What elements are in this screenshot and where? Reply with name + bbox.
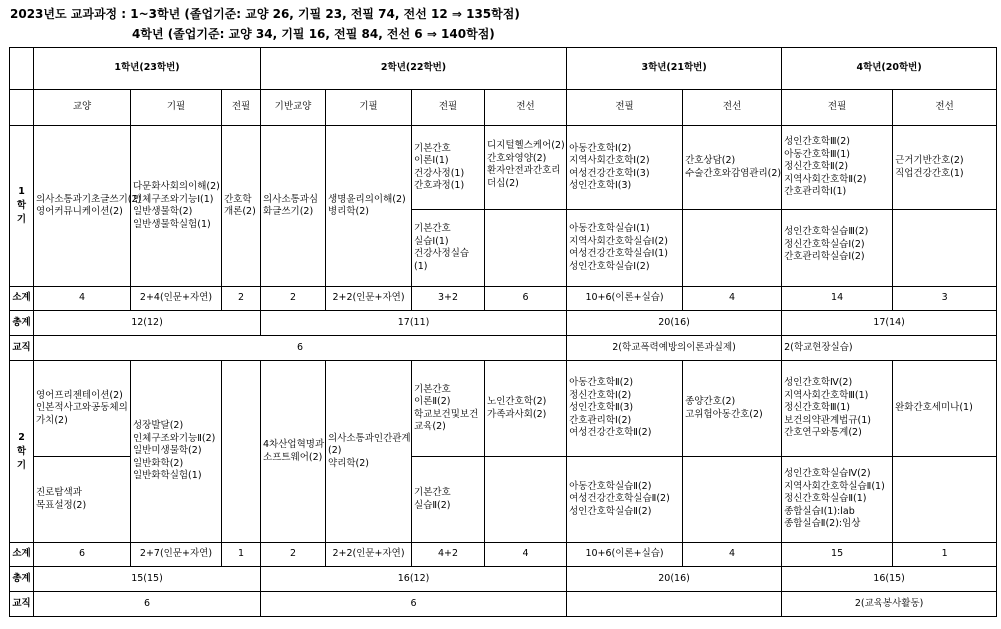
course-list: 노인간호학(2) 가족과사회(2): [485, 361, 567, 457]
course-list: 아동간호학실습Ⅱ(2) 여성건강간호학실습Ⅱ(2) 성인간호학실습Ⅱ(2): [567, 457, 683, 543]
teaching-value: 2(학교폭력예방의이론과실제): [567, 336, 782, 361]
total-label: 총계: [10, 567, 34, 592]
total-value: 15(15): [34, 567, 261, 592]
year-4-header: 4학년(20학번): [782, 48, 997, 90]
empty-cell: [485, 457, 567, 543]
subtotal-value: 3: [893, 287, 997, 311]
course-list: 기본간호 실습Ⅰ(1) 건강사정실습 (1): [412, 210, 485, 287]
teaching-value: [567, 592, 782, 617]
teaching-value: 6: [34, 336, 567, 361]
semester-2-label: 2 학 기: [10, 361, 34, 543]
empty-cell: [683, 457, 782, 543]
subtotal-value: 2+2(인문+자연): [326, 287, 412, 311]
total-value: 20(16): [567, 567, 782, 592]
category-header: 교양: [34, 90, 131, 126]
course-list: 다문화사회의이해(2) 인체구조와기능Ⅰ(1) 일반생물학(2) 일반생물학실험(1): [131, 126, 222, 287]
semester-1-label: 1 학 기: [10, 126, 34, 287]
empty-cell: [893, 210, 997, 287]
subtotal-label: 소계: [10, 543, 34, 567]
category-header: 전선: [485, 90, 567, 126]
header-line-2: 4학년 (졸업기준: 교양 34, 기필 16, 전필 84, 전선 6 ⇒ 140학점): [132, 27, 495, 41]
subtotal-value: 14: [782, 287, 893, 311]
subtotal-value: 2: [222, 287, 261, 311]
course-list: 의사소통과기초글쓰기(2) 영어커뮤니케이션(2): [34, 126, 131, 287]
subtotal-value: 15: [782, 543, 893, 567]
total-value: 20(16): [567, 311, 782, 336]
subtotal-value: 2: [261, 543, 326, 567]
teaching-label: 교직: [10, 592, 34, 617]
subtotal-value: 2: [261, 287, 326, 311]
course-list: 근거기반간호(2) 직업건강간호(1): [893, 126, 997, 210]
corner-cell: [10, 90, 34, 126]
subtotal-value: 4+2: [412, 543, 485, 567]
total-label: 총계: [10, 311, 34, 336]
subtotal-value: 2+4(인문+자연): [131, 287, 222, 311]
teaching-label: 교직: [10, 336, 34, 361]
teaching-value: 2(학교현장실습): [782, 336, 997, 361]
category-header: 전필: [222, 90, 261, 126]
course-list: 영어프리젠테이션(2) 인본적사고와공동체의가치(2): [34, 361, 131, 457]
course-list: 완화간호세미나(1): [893, 361, 997, 457]
curriculum-table: [9, 47, 997, 617]
course-list: 디지털헬스케어(2) 간호와영양(2) 환자안전과간호리 더십(2): [485, 126, 567, 210]
course-list: 의사소통과심 화글쓰기(2): [261, 126, 326, 287]
subtotal-value: 6: [34, 543, 131, 567]
subtotal-value: 10+6(이론+실습): [567, 543, 683, 567]
category-header: 기필: [326, 90, 412, 126]
category-header: 기반교양: [261, 90, 326, 126]
teaching-value: 6: [261, 592, 567, 617]
subtotal-value: 2+2(인문+자연): [326, 543, 412, 567]
total-value: 16(15): [782, 567, 997, 592]
total-value: 16(12): [261, 567, 567, 592]
subtotal-value: 2+7(인문+자연): [131, 543, 222, 567]
subtotal-value: 3+2: [412, 287, 485, 311]
course-list: 아동간호학Ⅱ(2) 정신간호학Ⅰ(2) 성인간호학Ⅱ(3) 간호관리학Ⅰ(2) 여성건강간호학Ⅱ(2): [567, 361, 683, 457]
category-header: 전선: [683, 90, 782, 126]
total-value: 12(12): [34, 311, 261, 336]
course-list: 아동간호학Ⅰ(2) 지역사회간호학Ⅰ(2) 여성건강간호학Ⅰ(3) 성인간호학Ⅰ(3): [567, 126, 683, 210]
subtotal-value: 4: [485, 543, 567, 567]
subtotal-value: 1: [222, 543, 261, 567]
category-header: 전필: [412, 90, 485, 126]
subtotal-value: 4: [34, 287, 131, 311]
subtotal-value: 10+6(이론+실습): [567, 287, 683, 311]
course-list: 성장발달(2) 인체구조와기능Ⅱ(2) 일반미생물학(2) 일반화학(2) 일반화학실험(1): [131, 361, 222, 543]
year-2-header: 2학년(22학번): [261, 48, 567, 90]
course-list: 기본간호 이론Ⅱ(2) 학교보건및보건 교육(2): [412, 361, 485, 457]
teaching-value: 2(교육봉사활동): [782, 592, 997, 617]
total-value: 17(11): [261, 311, 567, 336]
course-list: 종양간호(2) 고위험아동간호(2): [683, 361, 782, 457]
subtotal-value: 4: [683, 543, 782, 567]
empty-cell: [683, 210, 782, 287]
course-list: 기본간호 이론Ⅰ(1) 건강사정(1) 간호과정(1): [412, 126, 485, 210]
course-list: 4차산업혁명과 소프트웨어(2): [261, 361, 326, 543]
category-header: 전필: [567, 90, 683, 126]
category-header: 기필: [131, 90, 222, 126]
course-list: 의사소통과인간관계 (2) 약리학(2): [326, 361, 412, 543]
course-list: 성인간호학Ⅲ(2) 아동간호학Ⅲ(1) 정신간호학Ⅱ(2) 지역사회간호학Ⅱ(2) 간호관리학Ⅰ(1): [782, 126, 893, 210]
subtotal-value: 1: [893, 543, 997, 567]
header-line-1: 2023년도 교과과정 : 1~3학년 (졸업기준: 교양 26, 기필 23, 전필 74, 전선 12 ⇒ 135학점): [10, 7, 520, 21]
teaching-value: 6: [34, 592, 261, 617]
category-header: 전필: [782, 90, 893, 126]
course-list: 진로탐색과 목표설정(2): [34, 457, 131, 543]
total-value: 17(14): [782, 311, 997, 336]
course-list: 성인간호학Ⅳ(2) 지역사회간호학Ⅲ(1) 정신간호학Ⅲ(1) 보건의약관계법규(1) 간호연구와통계(2): [782, 361, 893, 457]
course-list: 기본간호 실습Ⅱ(2): [412, 457, 485, 543]
course-list: 성인간호학실습Ⅳ(2) 지역사회간호학실습Ⅱ(1) 정신간호학실습Ⅱ(1) 종합실습Ⅰ(1):lab 종합실습Ⅱ(2):임상: [782, 457, 893, 543]
subtotal-value: 4: [683, 287, 782, 311]
course-list: 간호학 개론(2): [222, 126, 261, 287]
course-list: 생명윤리의이해(2) 병리학(2): [326, 126, 412, 287]
empty-cell: [222, 361, 261, 543]
course-list: 아동간호학실습Ⅰ(1) 지역사회간호학실습Ⅰ(2) 여성건강간호학실습Ⅰ(1) 성인간호학실습Ⅰ(2): [567, 210, 683, 287]
subtotal-value: 6: [485, 287, 567, 311]
category-header: 전선: [893, 90, 997, 126]
empty-cell: [893, 457, 997, 543]
course-list: 간호상담(2) 수술간호와감염관리(2): [683, 126, 782, 210]
subtotal-label: 소계: [10, 287, 34, 311]
year-3-header: 3학년(21학번): [567, 48, 782, 90]
page-header: [0, 0, 1001, 46]
year-1-header: 1학년(23학번): [34, 48, 261, 90]
course-list: 성인간호학실습Ⅲ(2) 정신간호학실습Ⅰ(2) 간호관리학실습Ⅰ(2): [782, 210, 893, 287]
empty-cell: [485, 210, 567, 287]
corner-cell: [10, 48, 34, 90]
